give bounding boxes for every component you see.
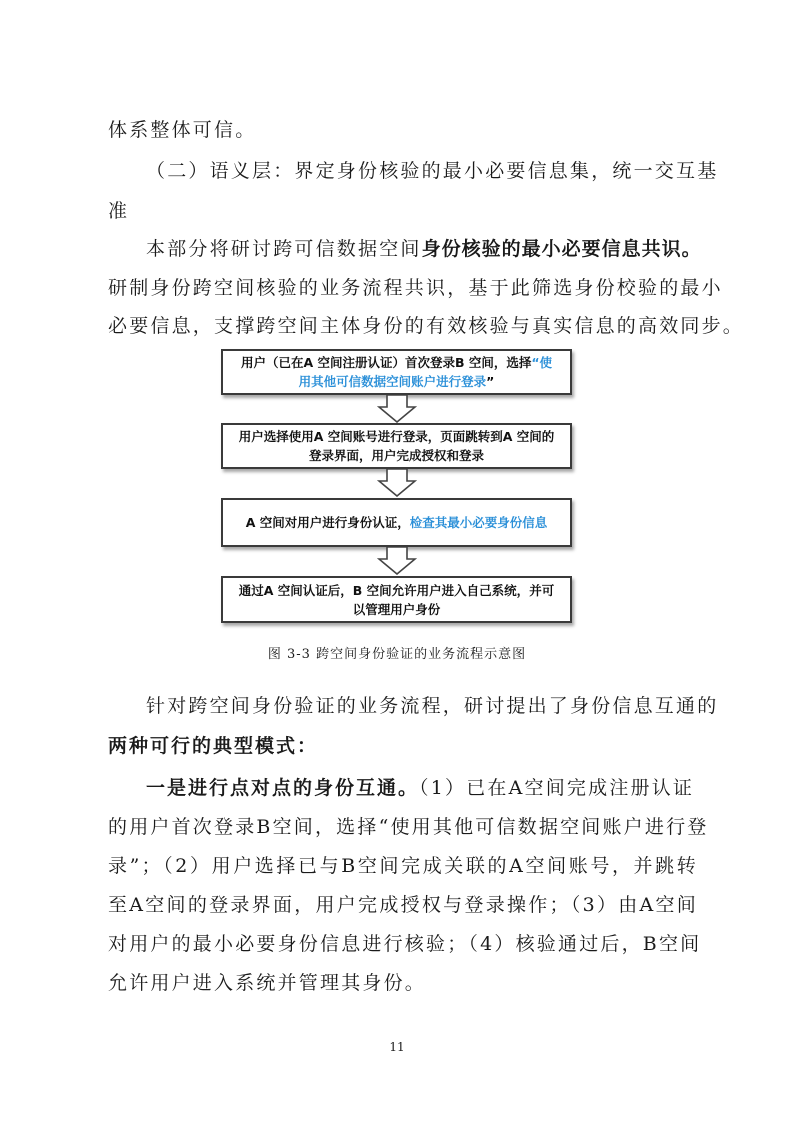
figure-caption: 图 3-3 跨空间身份验证的业务流程示意图 xyxy=(267,647,527,662)
section-heading-cont: 准 xyxy=(108,200,130,222)
paragraph-line xyxy=(146,775,698,801)
paragraph-line: 录”；（2）用户选择已与B空间完成关联的A空间账号，并跳转 xyxy=(108,855,698,877)
bold-text-span: 一是进行点对点的身份互通。 xyxy=(146,777,420,799)
paragraph-line xyxy=(146,236,702,262)
flow-text-highlight: 用其他可信数据空间账户进行登录 xyxy=(298,374,487,389)
flow-text: 以管理用户身份 xyxy=(352,601,441,617)
down-arrow-icon xyxy=(377,469,417,497)
flow-step-4-text xyxy=(239,581,554,619)
flow-step-3-text xyxy=(246,513,548,532)
flow-step-1 xyxy=(221,349,572,395)
text-span: 本部分将研讨跨可信数据空间 xyxy=(146,238,422,260)
paragraph-line: 至A空间的登录界面，用户完成授权与登录操作；（3）由A空间 xyxy=(108,894,698,916)
page-number: 11 xyxy=(389,1040,405,1054)
paragraph-line: 体系整体可信。 xyxy=(108,119,257,141)
flow-text: ” xyxy=(486,374,495,389)
flow-text: 用户选择使用A 空间账号进行登录，页面跳转到A 空间的 xyxy=(238,429,555,444)
flow-text-highlight: “使 xyxy=(531,355,553,370)
paragraph-line: 允许用户进入系统并管理其身份。 xyxy=(108,972,427,994)
bold-paragraph-line: 两种可行的典型模式： xyxy=(108,735,319,757)
flow-text-highlight: 检查其最小必要身份信息 xyxy=(409,515,548,530)
text-span: （1）已在A空间完成注册认证 xyxy=(419,777,695,799)
flow-step-4 xyxy=(221,576,572,623)
flow-text: A 空间对用户进行身份认证， xyxy=(245,515,410,530)
down-arrow-icon xyxy=(377,547,417,575)
flow-step-3 xyxy=(221,498,572,547)
flow-step-2 xyxy=(221,423,572,469)
section-heading: （二）语义层：界定身份核验的最小必要信息集，统一交互基 xyxy=(146,160,719,182)
flow-text: 登录界面，用户完成授权和登录 xyxy=(308,448,484,463)
flow-step-2-text xyxy=(239,427,555,465)
paragraph-line: 针对跨空间身份验证的业务流程，研讨提出了身份信息互通的 xyxy=(146,695,719,717)
paragraph-line: 研制身份跨空间核验的业务流程共识，基于此筛选身份校验的最小 xyxy=(108,277,723,299)
flow-step-1-text xyxy=(241,353,552,391)
paragraph-line: 的用户首次登录B空间，选择“使用其他可信数据空间账户进行登 xyxy=(108,816,709,838)
down-arrow-icon xyxy=(377,395,417,423)
bold-text-span: 身份核验的最小必要信息共识。 xyxy=(421,238,702,260)
paragraph-line: 对用户的最小必要身份信息进行核验；（4）核验通过后，B空间 xyxy=(108,933,702,955)
flow-text: 用户（已在A 空间注册认证）首次登录B 空间，选择 xyxy=(240,355,532,370)
flow-text: 通过A 空间认证后，B 空间允许用户进入自己系统，并可 xyxy=(238,582,555,598)
paragraph-line: 必要信息，支撑跨空间主体身份的有效核验与真实信息的高效同步。 xyxy=(108,315,745,337)
